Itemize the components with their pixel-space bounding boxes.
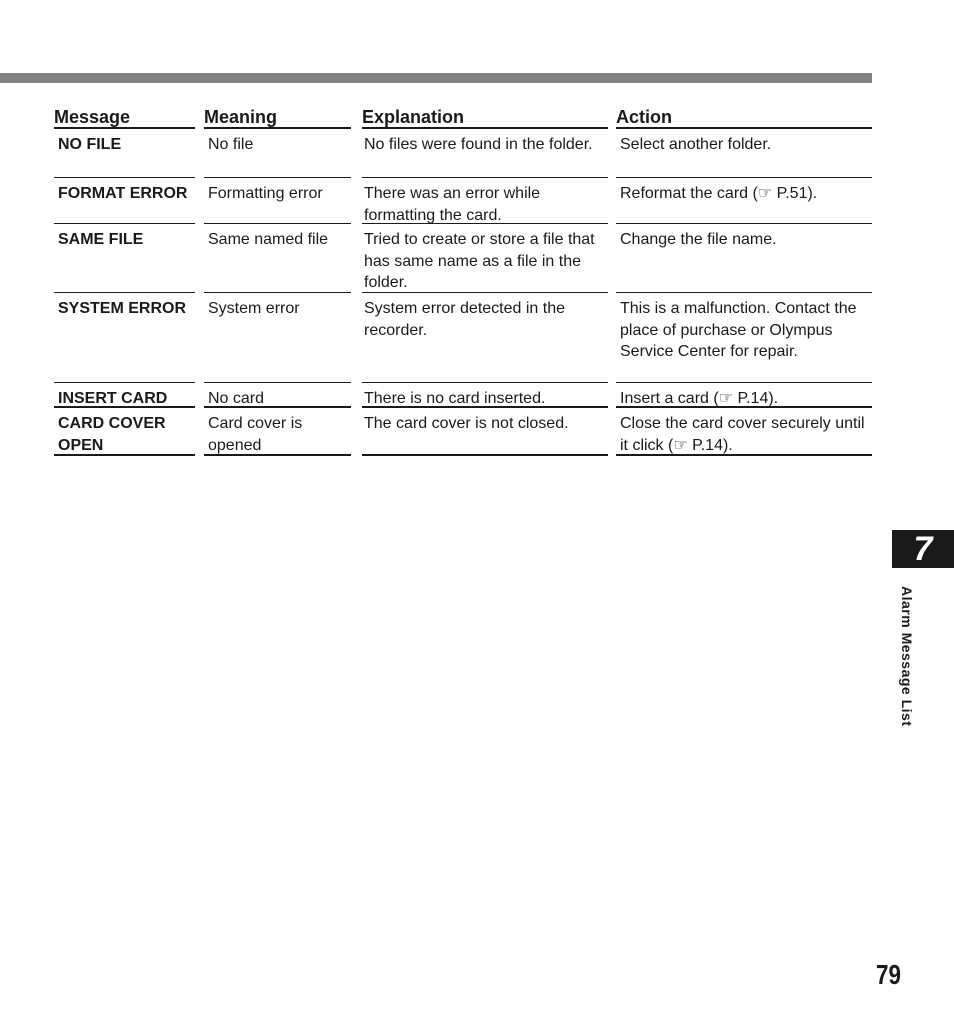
explanation-cell: Tried to create or store a file that has same name as a file in the folder. — [362, 224, 608, 293]
action-cell: Select another folder. — [616, 129, 872, 178]
explanation-cell: The card cover is not closed. — [362, 408, 608, 456]
message-cell-format-error: FORMAT ERROR — [54, 178, 195, 224]
explanation-cell: There is no card inserted. — [362, 383, 608, 408]
explanation-cell: There was an error while formatting the card. — [362, 178, 608, 224]
message-column — [54, 105, 195, 456]
page-number: 79 — [876, 959, 901, 990]
section-side-title: Alarm Message List — [899, 586, 915, 727]
header-meaning: Meaning — [204, 105, 351, 129]
action-cell: Reformat the card (☞ P.51). — [616, 178, 872, 224]
chapter-tab: 7 — [892, 530, 954, 568]
header-action: Action — [616, 105, 872, 129]
meaning-column — [204, 105, 351, 456]
meaning-cell: No file — [204, 129, 351, 178]
message-cell-no-file: NO FILE — [54, 129, 195, 178]
action-cell: Change the file name. — [616, 224, 872, 293]
action-cell: Close the card cover securely until it click (☞ P.14). — [616, 408, 872, 456]
header-rule — [0, 73, 872, 83]
meaning-cell: Formatting error — [204, 178, 351, 224]
meaning-cell: Same named file — [204, 224, 351, 293]
message-cell-system-error: SYSTEM ERROR — [54, 293, 195, 383]
action-cell: This is a malfunction. Contact the place of purchase or Olympus Service Center for repair. — [616, 293, 872, 383]
explanation-column — [362, 105, 608, 456]
message-cell-same-file: SAME FILE — [54, 224, 195, 293]
meaning-cell: No card — [204, 383, 351, 408]
meaning-cell: System error — [204, 293, 351, 383]
header-explanation: Explanation — [362, 105, 608, 129]
explanation-cell: System error detected in the recorder. — [362, 293, 608, 383]
meaning-cell: Card cover is opened — [204, 408, 351, 456]
explanation-cell: No files were found in the folder. — [362, 129, 608, 178]
message-cell-card-cover-open: CARD COVER OPEN — [54, 408, 195, 456]
message-cell-insert-card: INSERT CARD — [54, 383, 195, 408]
header-message: Message — [54, 105, 195, 129]
action-column — [616, 105, 872, 456]
action-cell: Insert a card (☞ P.14). — [616, 383, 872, 408]
